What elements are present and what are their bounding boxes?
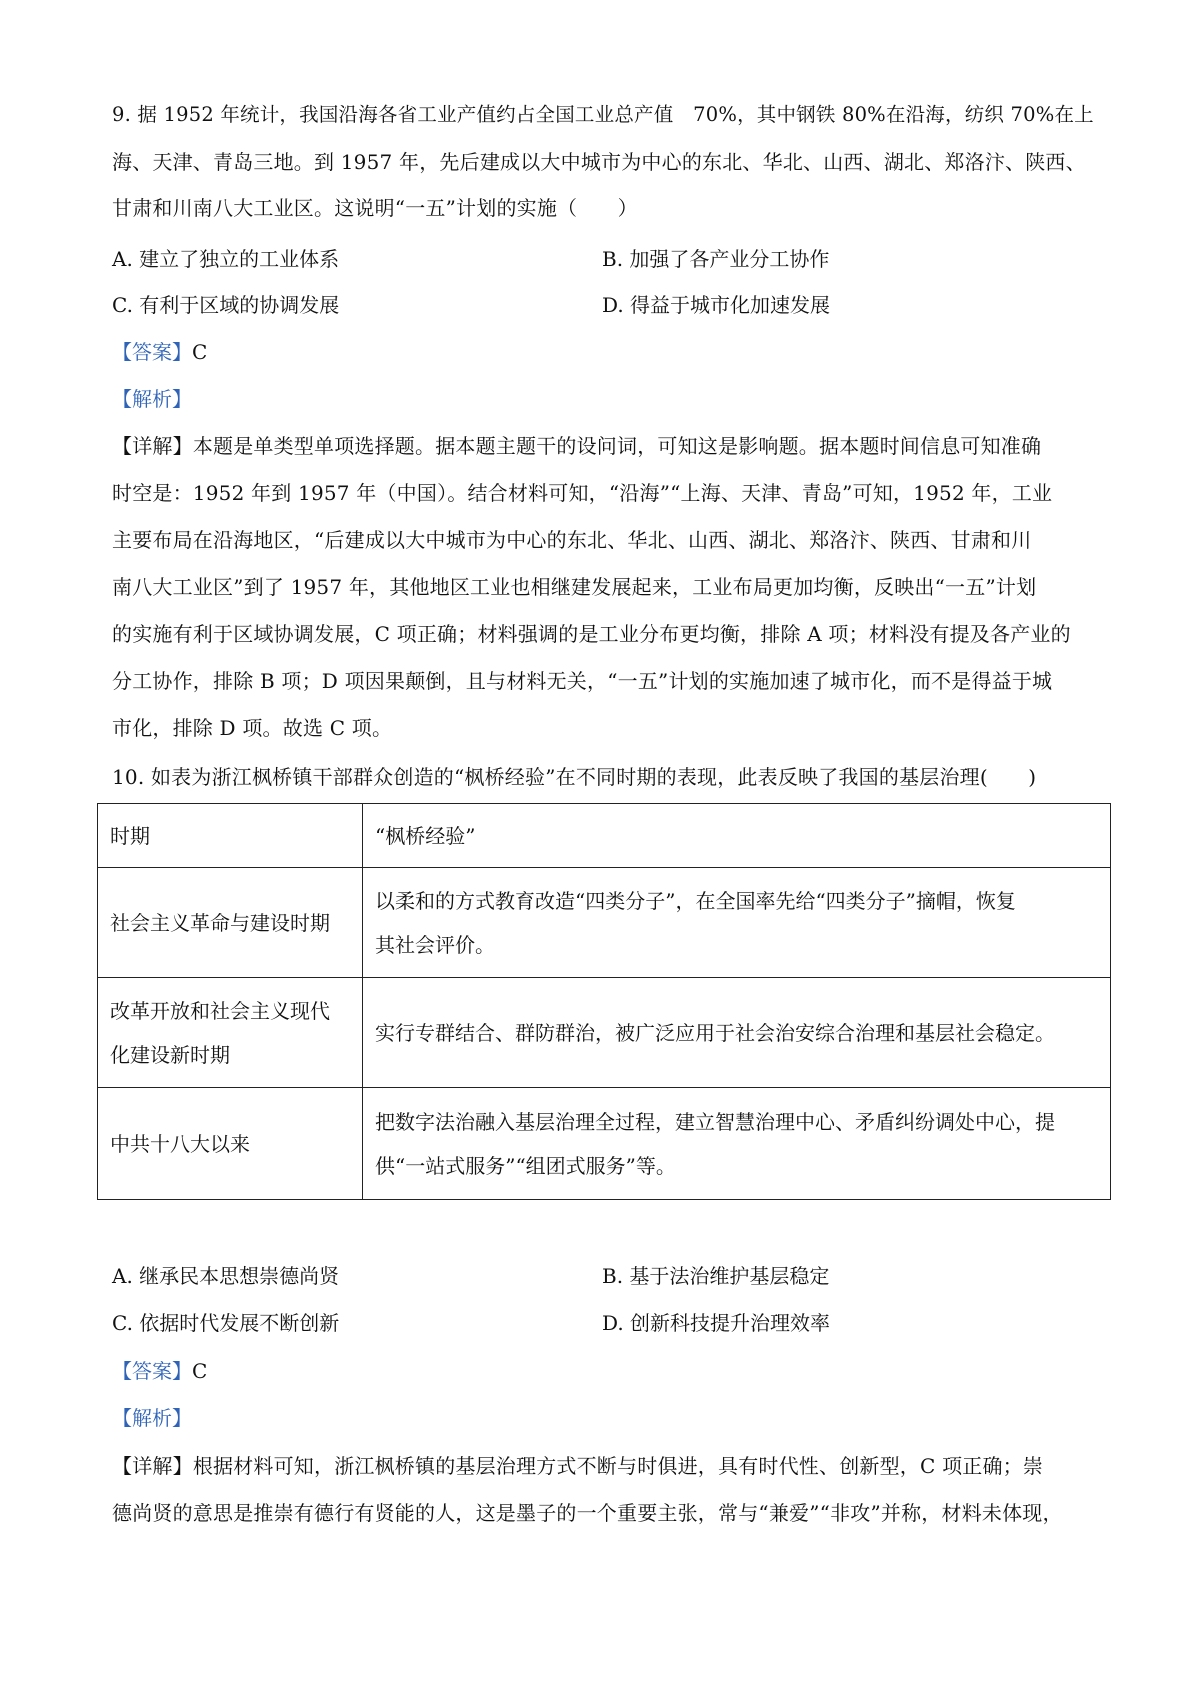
- q10-stem: 10. 如表为浙江枫桥镇干部群众创造的“枫桥经验”在不同时期的表现，此表反映了我国的基层治理( ): [112, 765, 1037, 789]
- q9-stem-line-3: 甘肃和川南八大工业区。这说明“一五”计划的实施（ ）: [112, 196, 638, 220]
- table-header-content: “枫桥经验”: [363, 804, 1111, 868]
- table-cell-text: 把数字法治融入基层治理全过程，建立智慧治理中心、矛盾纠纷调处中心，提: [375, 1109, 1055, 1134]
- table-cell-text: 实行专群结合、群防群治，被广泛应用于社会治安综合治理和基层社会稳定。: [375, 1020, 1055, 1045]
- q9-option-c: C. 有利于区域的协调发展: [112, 293, 340, 317]
- table-cell-text: 中共十八大以来: [110, 1131, 250, 1156]
- q9-option-d: D. 得益于城市化加速发展: [602, 293, 831, 317]
- q10-detail-line-2: 德尚贤的意思是推崇有德行有贤能的人，这是墨子的一个重要主张，常与“兼爱”“非攻”并称，材料未体现，: [112, 1501, 1063, 1525]
- q9-answer-tag: 【答案】: [112, 340, 192, 364]
- q9-detail-line-5: 的实施有利于区域协调发展，C 项正确；材料强调的是工业分布更均衡，排除 A 项；材料没有提及各产业的: [112, 622, 1071, 646]
- table-cell-period: [98, 978, 363, 1088]
- q10-detail-line-1: [112, 1452, 1102, 1480]
- q10-answer-tag: 【答案】: [112, 1359, 192, 1383]
- table-cell-content: [363, 1088, 1111, 1200]
- table-cell-period: [98, 868, 363, 978]
- table-header-row: [98, 804, 1111, 868]
- table-cell-text: 以柔和的方式教育改造“四类分子”，在全国率先给“四类分子”摘帽，恢复: [375, 888, 1016, 913]
- q9-stem-line-1: 9. 据 1952 年统计，我国沿海各省工业产值约占全国工业总产值 70%，其中钢铁 80%在沿海，纺织 70%在上: [112, 103, 1094, 126]
- table-cell-text: 化建设新时期: [110, 1042, 230, 1067]
- table-cell-text: 供“一站式服务”“组团式服务”等。: [375, 1153, 676, 1178]
- fengqiao-table: [97, 803, 1111, 1200]
- table-row: [98, 1088, 1111, 1200]
- q10-answer-value: C: [192, 1359, 208, 1383]
- q10-detail-tag: 【详解】: [112, 1454, 193, 1478]
- table-header-period: 时期: [98, 804, 363, 868]
- q9-option-b: B. 加强了各产业分工协作: [602, 247, 830, 271]
- table-row: [98, 978, 1111, 1088]
- table-cell-content: [363, 978, 1111, 1088]
- table-cell-text: 改革开放和社会主义现代: [110, 998, 330, 1023]
- q10-option-b: B. 基于法治维护基层稳定: [602, 1264, 830, 1288]
- table-cell-period: [98, 1088, 363, 1200]
- q10-analysis-tag: 【解析】: [112, 1406, 192, 1430]
- q9-answer-value: C: [192, 340, 208, 364]
- q9-detail-tag: 【详解】: [112, 434, 193, 458]
- q9-detail-line-2: 时空是：1952 年到 1957 年（中国）。结合材料可知，“沿海”“上海、天津、青岛”可知，1952 年，工业: [112, 481, 1053, 505]
- table-row: [98, 868, 1111, 978]
- q9-option-a: A. 建立了独立的工业体系: [112, 247, 340, 271]
- table-cell-text: 社会主义革命与建设时期: [110, 910, 330, 935]
- q9-detail-text-1: 本题是单类型单项选择题。据本题主题干的设问词，可知这是影响题。据本题时间信息可知准确: [192, 434, 1042, 458]
- q9-answer-line: [112, 338, 207, 366]
- q9-analysis-tag: 【解析】: [112, 387, 192, 411]
- q9-detail-line-7: 市化，排除 D 项。故选 C 项。: [112, 716, 393, 740]
- q10-option-d: D. 创新科技提升治理效率: [602, 1311, 831, 1335]
- q10-option-c: C. 依据时代发展不断创新: [112, 1311, 340, 1335]
- q9-detail-line-4: 南八大工业区”到了 1957 年，其他地区工业也相继建发展起来，工业布局更加均衡，反映出“一五”计划: [112, 575, 1037, 599]
- q9-detail-line-6: 分工协作，排除 B 项；D 项因果颠倒，且与材料无关，“一五”计划的实施加速了城市化，而不是得益于城: [112, 669, 1053, 693]
- table-cell-content: [363, 868, 1111, 978]
- q9-detail-line-1: [112, 432, 1102, 460]
- q10-option-a: A. 继承民本思想崇德尚贤: [112, 1264, 340, 1288]
- q10-answer-line: [112, 1357, 207, 1385]
- table-cell-text: 其社会评价。: [375, 932, 495, 957]
- q10-detail-text-1: 根据材料可知，浙江枫桥镇的基层治理方式不断与时俱进，具有时代性、创新型，C 项正确；崇: [192, 1454, 1044, 1478]
- q9-detail-line-3: 主要布局在沿海地区，“后建成以大中城市为中心的东北、华北、山西、湖北、郑洛汴、陕西、甘肃和川: [112, 528, 1032, 552]
- q9-stem-line-2: 海、天津、青岛三地。到 1957 年，先后建成以大中城市为中心的东北、华北、山西、湖北、郑洛汴、陕西、: [112, 150, 1086, 174]
